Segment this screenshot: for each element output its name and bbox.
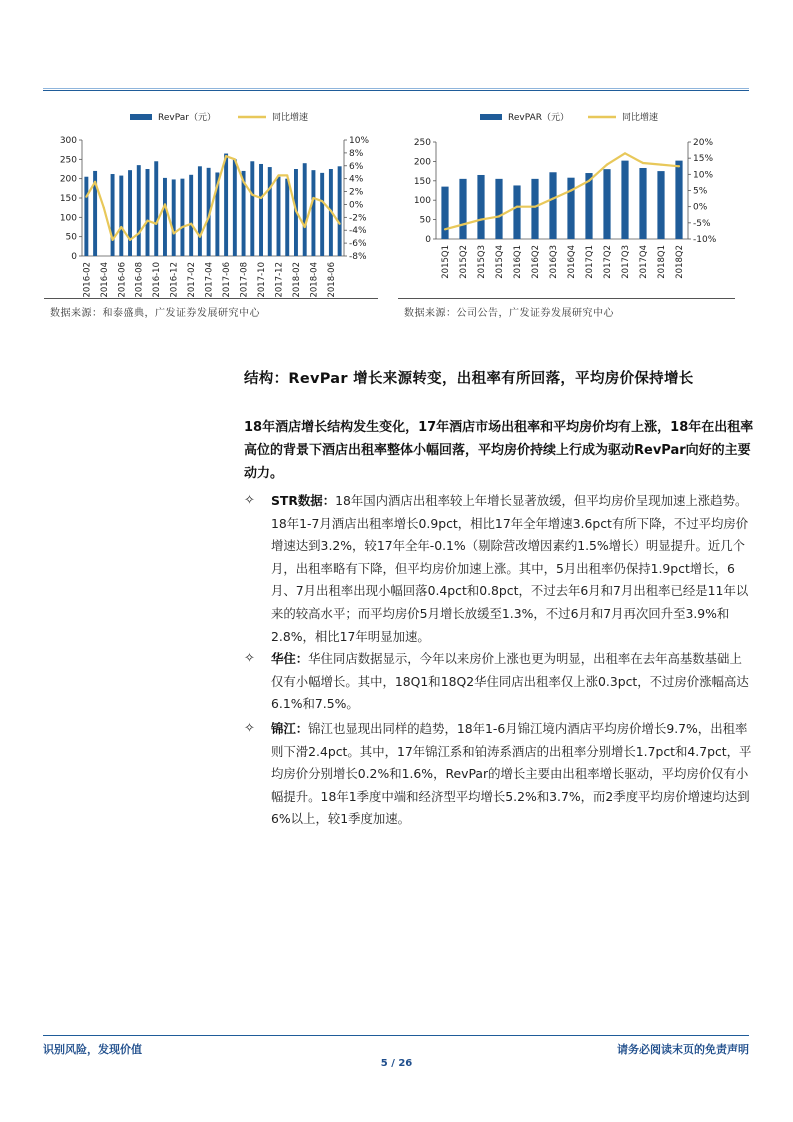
source-divider-right [398,298,735,299]
c1-bar [137,165,141,256]
c2-x-tick-label: 2015Q1 [440,245,451,279]
bullet-text: 华住同店数据显示，今年以来房价上涨也更为明显，出租率在去年高基数基础上仅有小幅增长。其中，18Q1和18Q2华住同店出租率仅上涨0.3pct，不过房价涨幅高达6.1%和7.5%。 [271,651,749,712]
c1-y-right-tick-label: 6% [349,161,364,172]
c1-bar [154,161,158,256]
c2-growth-point [606,164,608,166]
lead-paragraph: 18年酒店增长结构发生变化，17年酒店市场出租率和平均房价均有上涨，18年在出租率高位的背景下酒店出租率整体小幅回落，平均房价持续上行成为驱动RevPar向好的主要动力。 [244,420,754,481]
c1-x-tick-label: 2016-08 [134,262,145,298]
c1-y-right-tick-label: -6% [349,239,367,250]
c2-y-right-tick-label: -10% [693,235,717,245]
c1-bar [180,179,184,256]
bullet-key: 锦江： [271,721,309,736]
c1-y-right-tick-label: 2% [349,187,364,198]
c2-bar [513,185,520,239]
c1-growth-point [330,210,332,212]
c1-y-left-tick-label: 100 [59,213,77,224]
chart-quarterly-revpar [398,100,738,300]
c1-bar [277,177,281,256]
footer-rule [43,1035,749,1036]
c1-growth-point [111,239,113,241]
c1-bar [84,177,88,256]
c1-legend-label-line: 同比增速 [272,113,309,123]
c1-bar [338,166,342,256]
c2-growth-point [516,206,518,208]
c1-bar [268,167,272,256]
c1-y-left-tick-label: 300 [59,136,77,146]
c1-bar [311,170,315,256]
c2-bar [549,172,556,239]
c2-bar [477,175,484,239]
c1-growth-point [242,181,244,183]
c1-y-right-tick-label: 4% [349,174,364,185]
section-title: 结构：RevPar 增长来源转变，出租率有所回落，平均房价保持增长 [244,371,694,387]
c1-bar [189,175,193,256]
c2-legend-label-bar: RevPAR（元） [508,113,569,123]
c2-growth-point [570,189,572,191]
c1-growth-point [216,184,218,186]
c1-bar [320,173,324,256]
c1-y-left-tick-label: 150 [59,194,77,204]
c2-y-left-tick-label: 0 [425,235,431,245]
c2-growth-point [462,223,464,225]
footer-slogan: 识别风险，发现价值 [43,1043,142,1056]
c1-y-left-tick-label: 50 [65,232,77,243]
bullet-text: 18年国内酒店出租率较上年增长显著放缓，但平均房价呈现加速上涨趋势。18年1-7月酒店出租率增长0.9pct，相比17年全年增速3.6pct有所下降，不过平均房价增速达到3.2%，较17年全年-0.1%（剔除营改增因素约1.5%增长）明显提升。近几个月，出租率略有下降，但平均房价加速上涨。其中，5月出租率仍保持1.9pct增长，6月、7月出租率出现小幅回落0.4pct和0.8pct，不过去年6月和7月出租率已经是11年以来的较高水平；而平均房价5月增长放缓至1.3%，不过6月和7月再次回升至3.9%和2.8%，相比17年明显加速。 [271,493,749,644]
c1-growth-point [155,223,157,225]
c2-y-left-tick-label: 150 [413,176,431,187]
c2-growth-point [624,152,626,154]
c1-bar [198,166,202,256]
c1-x-tick-label: 2017-08 [239,262,250,298]
c1-x-tick-label: 2018-02 [291,262,302,298]
c1-y-right-tick-label: 0% [349,200,364,211]
c1-growth-point [208,216,210,218]
c1-growth-point [339,223,341,225]
c1-bar [303,163,307,256]
c2-x-tick-label: 2016Q1 [512,245,523,279]
c1-x-tick-label: 2017-02 [187,262,198,298]
c2-growth-point [534,206,536,208]
c2-legend-label-line: 同比增速 [622,113,659,123]
bullet-key: STR数据： [271,493,336,508]
c1-growth-point [286,174,288,176]
c1-bar [224,154,228,256]
c2-bar [603,169,610,239]
c1-x-tick-label: 2016-06 [117,262,128,298]
c2-y-right-tick-label: 15% [693,154,714,165]
diamond-bullet-icon: ✧ [244,721,255,736]
c2-x-tick-label: 2015Q4 [494,245,505,279]
c1-x-tick-label: 2018-06 [326,262,337,298]
c2-x-tick-label: 2017Q2 [602,245,613,279]
c1-growth-point [277,174,279,176]
source-note-right: 数据来源：公司公告，广发证券发展研究中心 [404,308,614,319]
c2-y-right-tick-label: 5% [693,186,708,197]
diamond-bullet-icon: ✧ [244,651,255,666]
c2-x-tick-label: 2015Q3 [476,245,487,279]
c1-y-right-tick-label: 10% [349,136,370,146]
c1-x-tick-label: 2016-12 [169,262,180,298]
c1-growth-point [173,232,175,234]
c1-x-tick-label: 2016-10 [152,262,163,298]
c2-y-left-tick-label: 200 [413,157,431,168]
c2-x-tick-label: 2017Q1 [584,245,595,279]
c1-x-tick-label: 2017-06 [222,262,233,298]
c1-growth-point [225,155,227,157]
c2-bar [639,168,646,239]
c2-y-right-tick-label: 10% [693,170,714,181]
c1-growth-point [120,226,122,228]
c1-x-tick-label: 2016-04 [99,262,110,298]
chart-monthly-revpar [44,100,384,300]
c2-growth-point [444,228,446,230]
c2-growth-point [660,164,662,166]
c1-bar [172,179,176,256]
c2-x-tick-label: 2017Q3 [620,245,631,279]
c1-growth-point [146,219,148,221]
c2-bar [675,161,682,239]
c1-legend-swatch-bar [130,114,152,120]
page-number: 5 / 26 [380,1058,413,1069]
c1-bar [259,164,263,256]
c1-y-left-tick-label: 0 [71,252,77,262]
c2-x-tick-label: 2016Q4 [566,245,577,279]
c2-y-right-tick-label: -5% [693,218,711,229]
c2-bar [621,161,628,239]
c1-y-right-tick-label: -4% [349,226,367,237]
c2-bar [459,179,466,239]
c1-bar [146,169,150,256]
c2-x-tick-label: 2016Q2 [530,245,541,279]
c1-y-left-tick-label: 250 [59,155,77,166]
c1-x-tick-label: 2017-12 [274,262,285,298]
c1-bar [250,161,254,256]
c1-x-tick-label: 2018-04 [309,262,320,298]
c1-growth-point [234,158,236,160]
c1-growth-point [138,232,140,234]
bullet-key: 华住： [271,651,309,666]
c1-growth-point [181,226,183,228]
c1-growth-point [190,223,192,225]
c2-x-tick-label: 2018Q1 [656,245,667,279]
c1-y-right-tick-label: -8% [349,252,367,262]
c1-growth-point [199,236,201,238]
c2-bar [567,178,574,239]
bullet-jinjiang [244,718,754,831]
c2-y-right-tick-label: 20% [693,138,714,148]
chart-quarterly-revpar-svg [398,100,738,300]
c2-growth-point [480,219,482,221]
c1-x-tick-label: 2016-02 [82,262,93,298]
c1-bar [285,179,289,256]
c1-growth-point [85,196,87,198]
c1-y-left-tick-label: 200 [59,174,77,185]
c1-growth-point [164,203,166,205]
c1-growth-point [269,187,271,189]
c2-growth-point [642,162,644,164]
c1-bar [233,159,237,256]
c1-growth-point [94,181,96,183]
c1-y-right-tick-label: 8% [349,148,364,159]
c1-growth-point [129,239,131,241]
bullet-text: 锦江也显现出同样的趋势，18年1-6月锦江境内酒店平均房价增长9.7%，出租率则下滑2.4pct。其中，17年锦江系和铂涛系酒店的出租率分别增长1.7pct和4.7pct，平均房价分别增长0.2%和1.6%，RevPar的增长主要由出租率增长驱动，平均房价仅有小幅提升。18年1季度中端和经济型平均增长5.2%和3.7%，而2季度平均房价增速均达到6%以上，较1季度加速。 [271,721,752,827]
footer-disclaimer-link[interactable]: 请务必阅读末页的免责声明 [617,1043,749,1056]
c1-growth-line [86,156,339,240]
source-note-left: 数据来源：和泰盛典，广发证券发展研究中心 [50,308,260,319]
c1-legend-label-bar: RevPar（元） [158,113,216,123]
c2-y-right-tick-label: 0% [693,202,708,213]
c1-growth-point [103,207,105,209]
c2-x-tick-label: 2016Q3 [548,245,559,279]
c1-growth-point [295,210,297,212]
c2-bar [441,187,448,239]
header-accent-rule [43,88,749,89]
c1-growth-point [304,226,306,228]
c2-growth-point [588,180,590,182]
c2-growth-point [678,165,680,167]
chart-monthly-revpar-svg [44,100,384,300]
diamond-bullet-icon: ✧ [244,493,255,508]
c1-growth-point [251,194,253,196]
c2-x-tick-label: 2015Q2 [458,245,469,279]
c2-x-tick-label: 2018Q2 [674,245,685,279]
source-divider-left [44,298,378,299]
c2-bar [657,171,664,239]
c1-x-tick-label: 2017-04 [204,262,215,298]
c1-bar [128,170,132,256]
c2-bar [495,179,502,239]
c1-growth-point [321,200,323,202]
c2-y-left-tick-label: 250 [413,138,431,148]
c1-growth-point [260,197,262,199]
c1-bar [119,176,123,256]
c1-growth-point [312,197,314,199]
bullet-huazhu [244,648,754,716]
header-rule [43,90,749,91]
c1-y-right-tick-label: -2% [349,213,367,224]
c2-growth-point [498,215,500,217]
c2-growth-point [552,197,554,199]
c1-bar [163,178,167,256]
bullet-str [244,490,754,648]
c1-bar [111,174,115,256]
c2-y-left-tick-label: 50 [419,215,431,226]
c2-bar [531,179,538,239]
c2-y-left-tick-label: 100 [413,196,431,207]
c2-legend-swatch-bar [480,114,502,120]
c1-x-tick-label: 2017-10 [257,262,268,298]
c2-x-tick-label: 2017Q4 [638,245,649,279]
